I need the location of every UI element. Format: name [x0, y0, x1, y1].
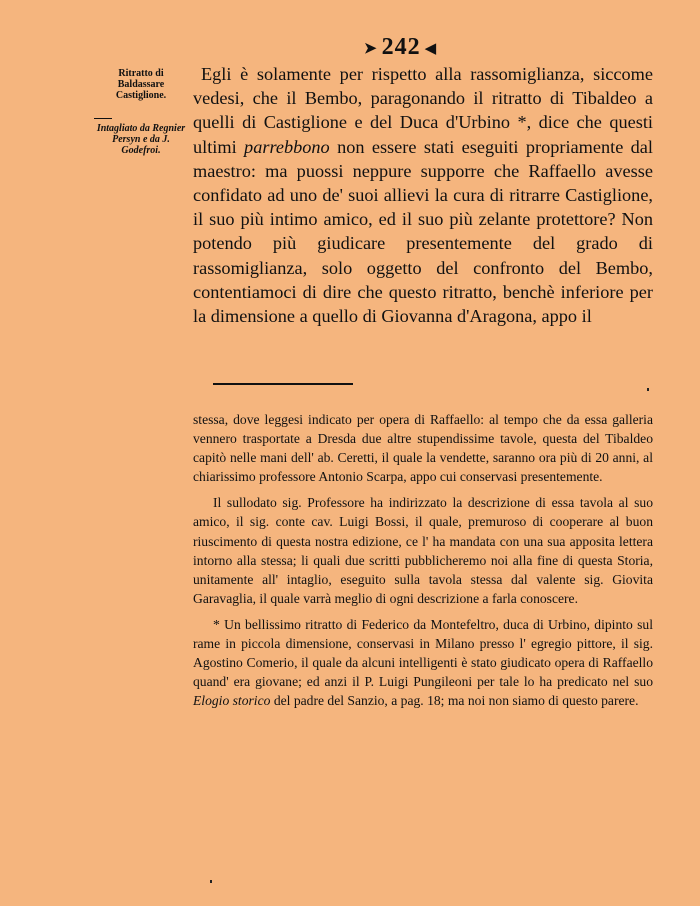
- right-ornament-icon: ◀: [424, 40, 438, 57]
- footnote-continuation: stessa, dove leggesi indicato per opera di Raffaello: al tempo che da essa galleria vennero trasportate a Dresda due altre stupendissime tavole, questa del Tibaldeo capitò nelle mani dell' ab. Ceretti, il quale la vendette, saranno ora più di 20 anni, al chiarissimo professore Antonio Scarpa, appo cui conservasi presentemente.: [193, 412, 653, 485]
- footnote-divider: [213, 383, 353, 385]
- footnote-paragraph: Il sullodato sig. Professore ha indirizzato la descrizione di essa tavola al suo amico, il sig. conte cav. Luigi Bossi, il quale, premuroso di cooperare al buon riuscimento di questa nostra edizione, ce l' ha mandata con una sua apposita lettera intorno alla stessa; li quali due scritti pubblicheremo noi alla fine di questa Storia, unitamente all' intaglio, eseguito sulla tavola stessa dal valente sig. Giovita Garavaglia, il quale varrà meglio di ogni descrizione a farla conoscere.: [193, 495, 653, 606]
- sidenote-portrait: Ritratto di Baldassare Castiglione.: [115, 68, 167, 101]
- paper-speck: [210, 880, 212, 883]
- page-number: ➤ 242 ◀: [364, 34, 438, 60]
- footnote-star-part1: * Un bellissimo ritratto di Federico da Montefeltro, duca di Urbino, dipinto sul rame in piccola dimensione, conservasi in Milano presso l' egregio pittore, il sig. Agostino Comerio, il quale da alcuni intelligenti è stato giudicato opera di Raffaello quand' era giovane; ed anzi il P. Luigi Pungileoni per tale lo ha predicato nel suo: [193, 616, 653, 690]
- left-ornament-icon: ➤: [364, 40, 378, 57]
- main-text-emphasis: parrebbono: [244, 136, 330, 157]
- footnote-star-emphasis: Elogio storico: [193, 693, 271, 709]
- footnote-star-part2: del padre del Sanzio, a pag. 18; ma noi non siamo di questo parere.: [273, 693, 639, 709]
- footnote-star: [193, 615, 653, 710]
- sidenote-engraving-text: Intagliato da Regnier Persyn e da J. Godefroi.: [96, 123, 186, 156]
- main-text-part2: non essere stati eseguiti propriamente dal maestro: ma puossi neppure supporre che Raffaello avesse confidato ad uno de' suoi allievi la cura di ritrarre Castiglione, il suo più intimo amico, ed il suo più zelante protettore? Non potendo più giudicare presentemente del grado di rassomiglianza, solo oggetto del confronto del Bembo, contentiamoci di dire che questo ritratto, benchè inferiore per la dimensione a quello di Giovanna d'Aragona, appo il: [193, 136, 653, 327]
- footnotes: [193, 410, 653, 717]
- paper-speck: [647, 388, 649, 391]
- sidenote-engraving: [94, 118, 188, 156]
- sidenote-divider: [94, 118, 112, 119]
- main-text-part1: Egli è solamente per rispetto alla rassomiglianza, siccome vedesi, che il Bembo, paragonando il ritratto di Tibaldeo a quelli di Castiglione e del Duca d'Urbino *, dice che questi ultimi: [193, 64, 653, 157]
- main-paragraph: [193, 62, 653, 328]
